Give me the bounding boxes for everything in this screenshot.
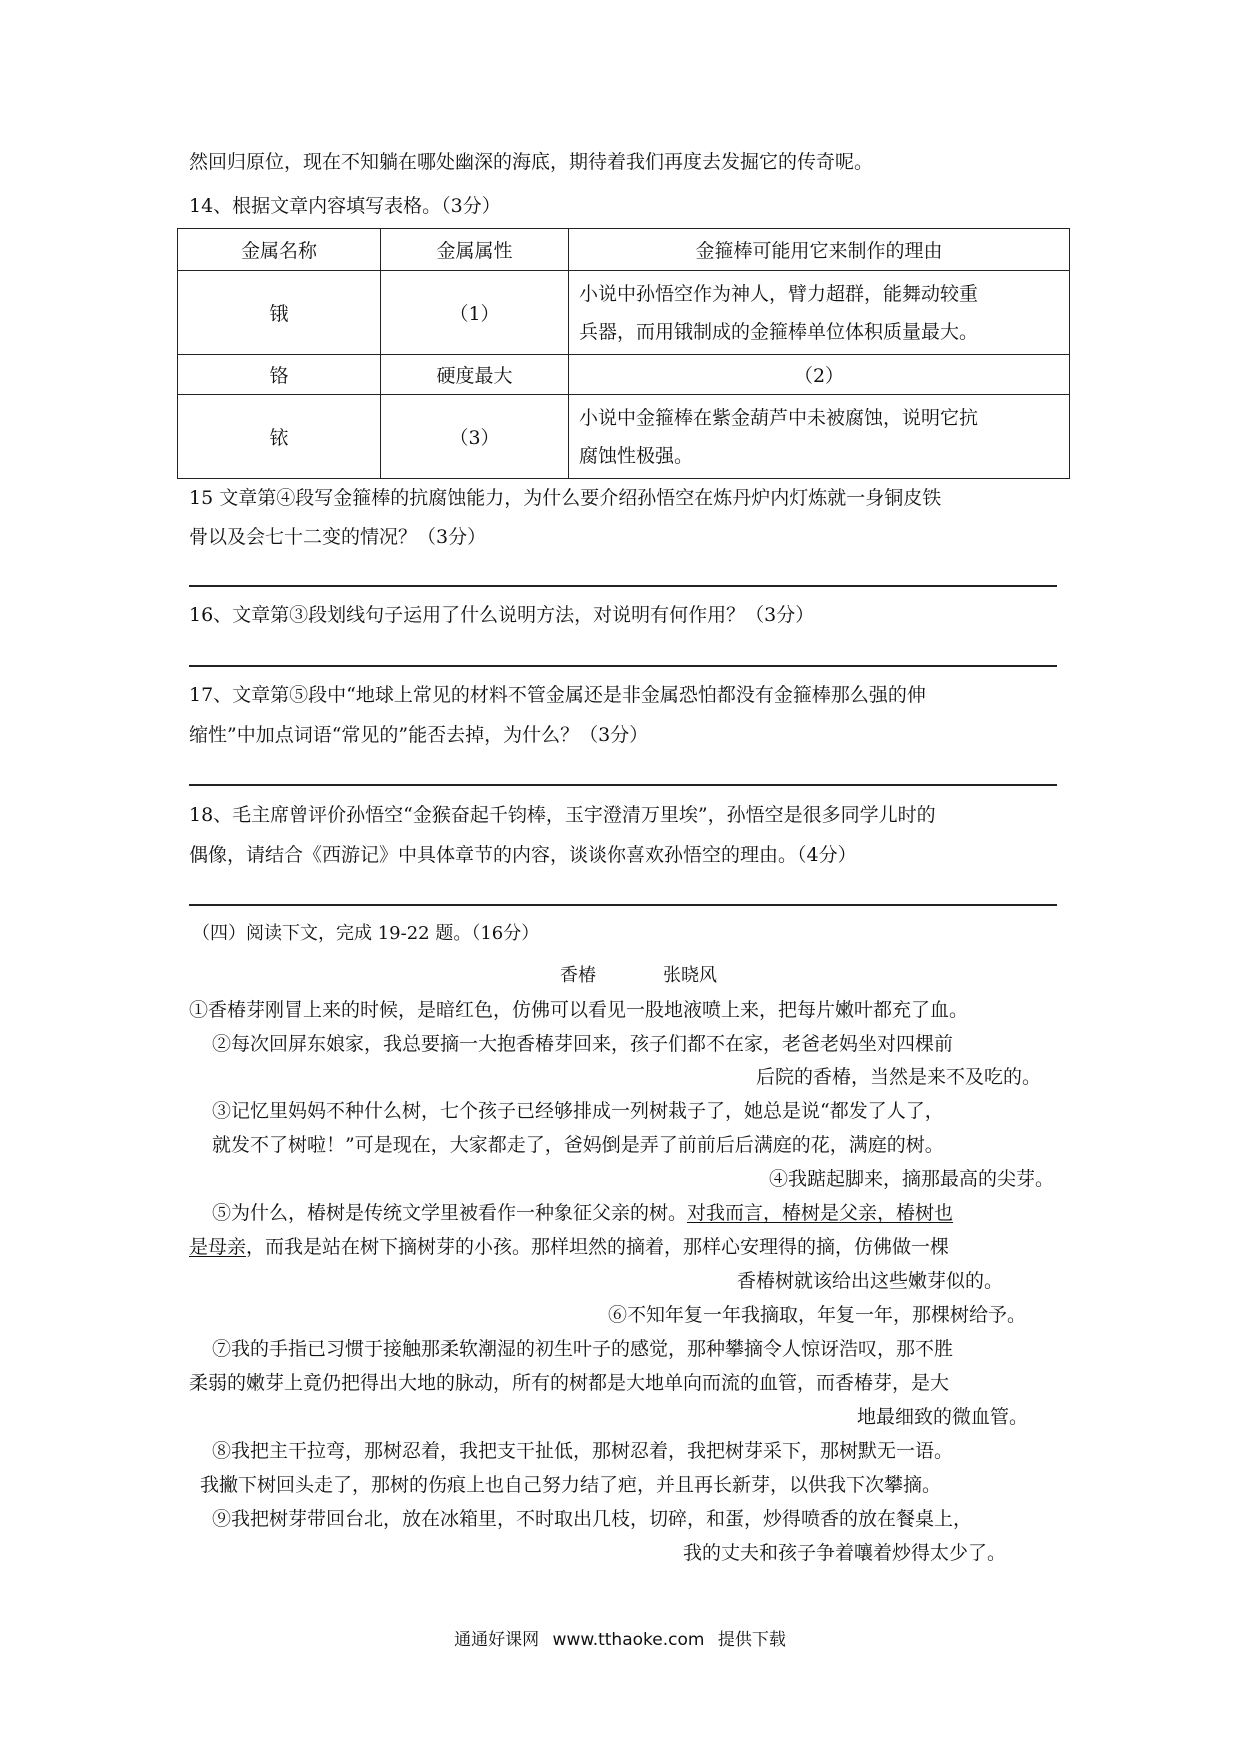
metal-name: 铱	[178, 395, 381, 479]
paragraph-7-line-3: 地最细致的微血管。	[857, 1406, 1029, 1428]
reason-line: 小说中孙悟空作为神人，臂力超群，能舞动较重	[579, 282, 979, 305]
question-17-line-1: 17、文章第⑤段中“地球上常见的材料不管金属还是非金属恐怕都没有金箍棒那么强的伸	[189, 684, 926, 706]
underlined-sentence: 对我而言，椿树是父亲，椿树也	[687, 1202, 954, 1224]
paragraph-8-line-2: 我撇下树回头走了，那树的伤痕上也自己努力结了疤，并且再长新芽，以供我下次攀摘。	[200, 1474, 942, 1496]
paragraph-9-line-1: ⑨我把树芽带回台北，放在冰箱里，不时取出几枝，切碎，和蛋，炒得喷香的放在餐桌上，	[212, 1508, 973, 1530]
reason-line: 小说中金箍棒在紫金葫芦中未被腐蚀，说明它抗	[579, 406, 979, 429]
paragraph-6: ⑥不知年复一年我摘取，年复一年，那棵树给予。	[608, 1304, 1027, 1326]
metal-reason	[569, 271, 1070, 355]
question-16: 16、文章第③段划线句子运用了什么说明方法，对说明有何作用？（3分）	[189, 604, 815, 626]
question-18-line-1: 18、毛主席曾评价孙悟空“金猴奋起千钧棒，玉宇澄清万里埃”，孙悟空是很多同学儿时的	[189, 804, 936, 826]
table-header-row	[178, 229, 1070, 271]
paragraph-3-line-2: 就发不了树啦！”可是现在，大家都走了，爸妈倒是弄了前前后后满庭的花，满庭的树。	[212, 1134, 944, 1156]
paragraph-7-line-2: 柔弱的嫩芽上竟仍把得出大地的脉动，所有的树都是大地单向而流的血管，而香椿芽，是大	[189, 1372, 950, 1394]
metal-property: （1）	[381, 271, 569, 355]
underlined-sentence: 是母亲	[189, 1236, 247, 1258]
paragraph-5-text: ⑤为什么，椿树是传统文学里被看作一种象征父亲的树。	[212, 1202, 688, 1224]
metal-property: （3）	[381, 395, 569, 479]
question-18-line-2: 偶像，请结合《西游记》中具体章节的内容，谈谈你喜欢孙悟空的理由。（4分）	[189, 844, 857, 866]
header-reason: 金箍棒可能用它来制作的理由	[569, 229, 1070, 271]
article-title: 香椿	[560, 965, 596, 986]
metal-reason	[569, 395, 1070, 479]
header-metal-name: 金属名称	[178, 229, 381, 271]
paragraph-5-line-1	[212, 1199, 953, 1227]
intro-line: 然回归原位，现在不知躺在哪处幽深的海底，期待着我们再度去发掘它的传奇呢。	[189, 151, 874, 173]
paragraph-8-line-1: ⑧我把主干拉弯，那树忍着，我把支干扯低，那树忍着，我把树芽采下，那树默无一语。	[212, 1440, 954, 1462]
paragraph-3-line-1: ③记忆里妈妈不种什么树，七个孩子已经够排成一列树栽子了，她总是说“都发了人了，	[212, 1100, 944, 1122]
paragraph-1: ①香椿芽刚冒上来的时候，是暗红色，仿佛可以看见一股地液喷上来，把每片嫩叶都充了血。	[189, 999, 969, 1021]
answer-line[interactable]	[189, 784, 1057, 786]
reason-line: 腐蚀性极强。	[579, 444, 694, 467]
answer-line[interactable]	[189, 904, 1057, 906]
paragraph-5-text: ，而我是站在树下摘树芽的小孩。那样坦然的摘着，那样心安理得的摘，仿佛做一棵	[246, 1236, 950, 1258]
metal-reason: （2）	[569, 355, 1070, 395]
paragraph-5-line-2	[189, 1233, 949, 1261]
question-15-line-2: 骨以及会七十二变的情况？（3分）	[189, 526, 487, 548]
page-footer	[0, 1625, 1240, 1650]
section-4-heading: （四）阅读下文，完成 19-22 题。（16分）	[192, 923, 540, 944]
reason-line: 兵器，而用锇制成的金箍棒单位体积质量最大。	[579, 320, 979, 343]
question-14: 14、根据文章内容填写表格。（3分）	[189, 195, 501, 217]
paragraph-7-line-1: ⑦我的手指已习惯于接触那柔软潮湿的初生叶子的感觉，那种攀摘令人惊讶浩叹，那不胜	[212, 1338, 954, 1360]
table-row	[178, 271, 1070, 355]
question-17-line-2: 缩性”中加点词语“常见的”能否去掉，为什么？（3分）	[189, 724, 649, 746]
metal-name: 铬	[178, 355, 381, 395]
footer-download-text: 提供下载	[717, 1630, 786, 1650]
answer-line[interactable]	[189, 665, 1057, 667]
paragraph-4: ④我踮起脚来，摘那最高的尖芽。	[769, 1168, 1055, 1190]
table-row	[178, 395, 1070, 479]
table-row	[178, 355, 1070, 395]
paragraph-9-line-2: 我的丈夫和孩子争着嚷着炒得太少了。	[683, 1542, 1007, 1564]
answer-line[interactable]	[189, 585, 1057, 587]
metal-table	[177, 228, 1070, 479]
footer-site-name: 通通好课网	[454, 1630, 540, 1650]
paragraph-2-line-2: 后院的香椿，当然是来不及吃的。	[756, 1066, 1042, 1088]
article-author: 张晓风	[663, 965, 717, 986]
metal-name: 锇	[178, 271, 381, 355]
paragraph-2-line-1: ②每次回屏东娘家，我总要摘一大抱香椿芽回来，孩子们都不在家，老爸老妈坐对四棵前	[212, 1033, 954, 1055]
metal-property: 硬度最大	[381, 355, 569, 395]
footer-url[interactable]: www.tthaoke.com	[552, 1630, 705, 1650]
question-15-line-1: 15 文章第④段写金箍棒的抗腐蚀能力，为什么要介绍孙悟空在炼丹炉内灯炼就一身铜皮铁	[189, 487, 942, 509]
paragraph-5-line-3: 香椿树就该给出这些嫩芽似的。	[737, 1270, 1004, 1292]
header-metal-property: 金属属性	[381, 229, 569, 271]
